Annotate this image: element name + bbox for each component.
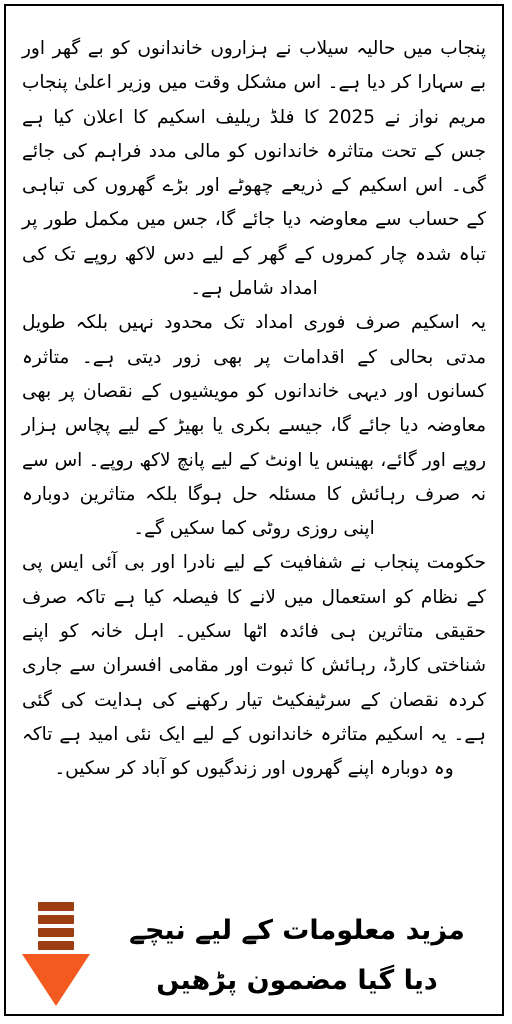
arrow-stripe: [38, 902, 74, 911]
article-card: [4, 4, 504, 1016]
arrow-stripe: [38, 915, 74, 924]
read-more-text: [102, 906, 492, 1006]
read-more-banner: [6, 892, 502, 1016]
read-more-line-1: مزید معلومات کے لیے نیچے: [129, 915, 465, 946]
arrow-stripe: [38, 928, 74, 937]
arrow-head: [22, 954, 90, 1006]
down-arrow-icon: [20, 898, 92, 1010]
read-more-line-2: دیا گیا مضمون پڑھیں: [156, 965, 438, 996]
article-body: [22, 32, 486, 787]
arrow-stripe: [38, 941, 74, 950]
paragraph-livestock-compensation: یہ اسکیم صرف فوری امداد تک محدود نہیں بلکہ طویل مدتی بحالی کے اقدامات پر بھی زور دیتی ہے۔ متاثرہ کسانوں اور دیہی خاندانوں کو مویشیوں کے نقصان پر بھی معاوضہ دیا جائے گا، جیسے بکری یا بھیڑ کے لیے پچاس ہزار روپے اور گائے، بھینس یا اونٹ کے لیے پانچ لاکھ روپے۔ اس سے نہ صرف رہائش کا مسئلہ حل ہوگا بلکہ متاثرین دوبارہ اپنی روزی روٹی کما سکیں گے۔: [22, 312, 486, 540]
paragraph-flood-relief-announcement: پنجاب میں حالیہ سیلاب نے ہزاروں خاندانوں کو بے گھر اور بے سہارا کر دیا ہے۔ اس مشکل وقت میں وزیر اعلیٰ پنجاب مریم نواز نے 2025 کا فلڈ ریلیف اسکیم کا اعلان کیا ہے جس کے تحت متاثرہ خاندانوں کو مالی مدد فراہم کی جائے گی۔ اس اسکیم کے ذریعے چھوٹے اور بڑے گھروں کی تباہی کے حساب سے معاوضہ دیا جائے گا، جس میں مکمل طور پر تباہ شدہ چار کمروں کے گھر کے لیے دس لاکھ روپے تک کی امداد شامل ہے۔: [22, 38, 486, 300]
paragraph-transparency-requirements: حکومت پنجاب نے شفافیت کے لیے نادرا اور بی آئی ایس پی کے نظام کو استعمال میں لانے کا فیصلہ کیا ہے تاکہ صرف حقیقی متاثرین ہی فائدہ اٹھا سکیں۔ اہل خانہ کو اپنے شناختی کارڈ، رہائش کا ثبوت اور مقامی افسران سے جاری کردہ نقصان کے سرٹیفکیٹ تیار رکھنے کی ہدایت کی گئی ہے۔ یہ اسکیم متاثرہ خاندانوں کے لیے ایک نئی امید ہے تاکہ وہ دوبارہ اپنے گھروں اور زندگیوں کو آباد کر سکیں۔: [22, 552, 486, 780]
